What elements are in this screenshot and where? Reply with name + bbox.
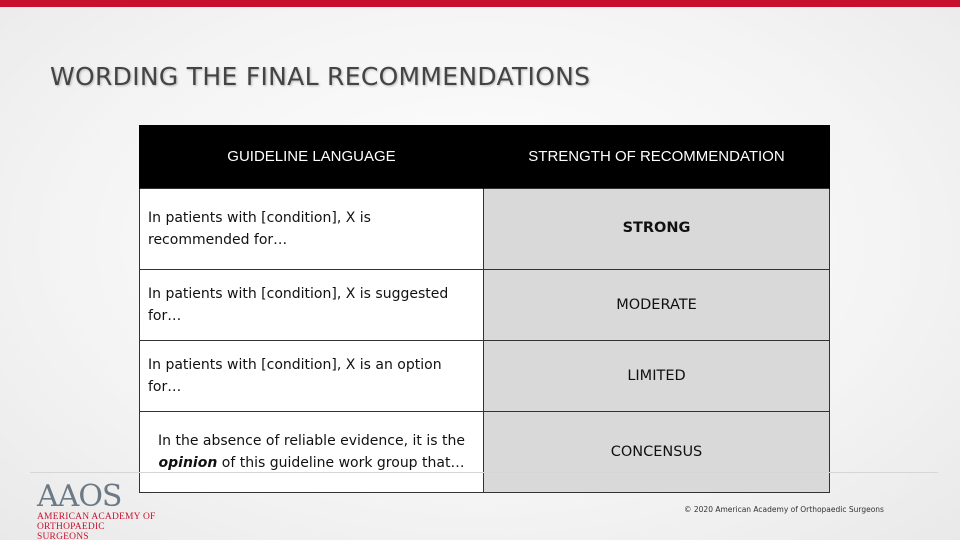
table-row [140,189,830,270]
table-row [140,270,830,341]
language-text-after: of this guideline work group that… [217,455,465,471]
table-row [140,412,830,493]
top-accent-bar [0,0,960,7]
logo-subtitle-line1: AMERICAN ACADEMY OF [37,512,156,522]
strength-cell [484,189,830,270]
language-text-before: In the absence of reliable evidence, it is the [158,433,465,449]
logo-subtitle [37,512,157,542]
footer-divider [30,472,938,473]
strength-label: STRONG [622,220,691,236]
strength-cell: MODERATE [484,270,830,341]
language-cell: In patients with [condition], X is an option for… [140,341,484,412]
logo-subtitle-line2: ORTHOPAEDIC SURGEONS [37,522,105,542]
strength-cell: LIMITED [484,341,830,412]
table-row [140,341,830,412]
logo-wordmark: AAOS [37,479,122,514]
header-guideline-language: GUIDELINE LANGUAGE [140,125,484,189]
aaos-logo [37,479,156,542]
copyright-text: © 2020 American Academy of Orthopaedic Surgeons [684,505,884,514]
language-emphasis: opinion [158,455,218,471]
language-cell: In patients with [condition], X is suggested for… [140,270,484,341]
language-cell: In patients with [condition], X is recommended for… [140,189,484,270]
table-header-row [140,125,830,189]
header-strength: STRENGTH OF RECOMMENDATION [484,125,830,189]
strength-cell: CONCENSUS [484,412,830,493]
slide-title: WORDING THE FINAL RECOMMENDATIONS [50,62,591,91]
language-cell [140,412,484,493]
recommendation-table [139,125,830,493]
